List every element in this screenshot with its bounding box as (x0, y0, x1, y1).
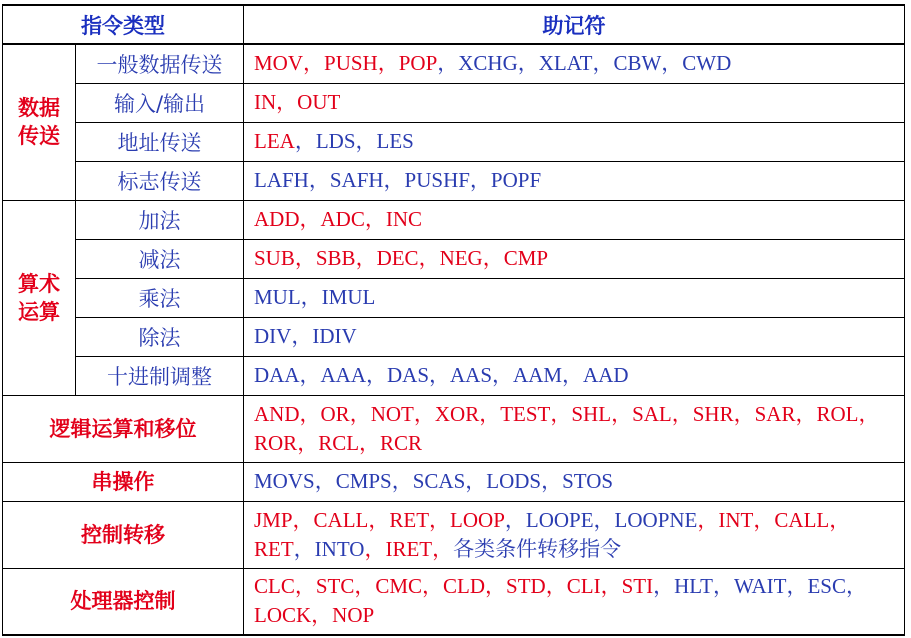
separator: ， (359, 430, 381, 455)
separator: ， (422, 574, 444, 599)
separator: ， (300, 285, 322, 309)
separator: ， (432, 536, 454, 561)
mnemonic: SHR (692, 401, 734, 426)
mnemonic: LOCK (254, 603, 312, 628)
mnemonic: LOOPNE (614, 507, 698, 532)
mnemonic: CBW (613, 51, 662, 76)
mnemonic: ADC (320, 207, 365, 231)
mnemonic: RCL (318, 430, 360, 455)
mnemonic: CWD (682, 51, 732, 76)
subtype-cell: 输入/输出 (76, 83, 244, 122)
separator: ， (479, 401, 501, 426)
separator: ， (299, 207, 321, 231)
mnemonic: DEC (376, 246, 419, 270)
mnemonic: CLC (254, 574, 295, 599)
separator: ， (795, 401, 817, 426)
separator: ， (354, 574, 376, 599)
separator: ， (858, 401, 880, 426)
separator: ， (299, 401, 321, 426)
separator: ， (671, 401, 693, 426)
mnemonic-cell (244, 161, 905, 200)
mnemonic: SBB (315, 246, 356, 270)
mnemonic: DIV (254, 324, 292, 348)
separator: ， (437, 51, 459, 76)
mnemonic-cell (244, 395, 905, 462)
separator: ， (364, 536, 386, 561)
category-string: 串操作 (3, 462, 244, 501)
table-row (3, 83, 905, 122)
separator: ， (308, 168, 330, 192)
mnemonic-cell (244, 501, 905, 568)
separator: ， (429, 507, 451, 532)
separator: ， (292, 507, 314, 532)
mnemonic: LAFH (254, 168, 309, 192)
mnemonic-cell (244, 568, 905, 635)
category-label: 数据传送 (18, 96, 60, 149)
mnemonic: CMPS (335, 469, 392, 493)
mnemonic: LEA (254, 129, 295, 153)
mnemonic: CMP (503, 246, 549, 270)
mnemonic: SUB (254, 246, 295, 270)
mnemonic: LOOP (450, 507, 505, 532)
separator: ， (733, 401, 755, 426)
instruction-table (2, 4, 905, 636)
mnemonic: AAS (450, 363, 493, 387)
mnemonic: NEG (439, 246, 483, 270)
mnemonic-cell (244, 317, 905, 356)
separator: ， (297, 430, 319, 455)
category-label: 算术运算 (18, 271, 60, 324)
mnemonic: INC (385, 207, 423, 231)
separator: ， (383, 168, 405, 192)
separator: ， (276, 90, 298, 114)
separator: ， (368, 507, 390, 532)
separator: ， (465, 469, 487, 493)
separator: ， (593, 507, 615, 532)
subtype-cell: 减法 (76, 239, 244, 278)
separator: ， (391, 469, 413, 493)
category-arithmetic (3, 200, 76, 395)
table-row (3, 568, 905, 635)
separator: ， (697, 507, 719, 532)
mnemonic: OUT (297, 90, 341, 114)
separator: ， (299, 363, 321, 387)
separator: ， (418, 246, 440, 270)
mnemonic: HLT (674, 574, 713, 599)
separator: ， (294, 246, 316, 270)
mnemonic-cell (244, 122, 905, 161)
mnemonic: XLAT (538, 51, 593, 76)
mnemonic: SAR (754, 401, 796, 426)
table-row (3, 239, 905, 278)
mnemonic: MUL (254, 285, 301, 309)
mnemonic: SHL (571, 401, 612, 426)
mnemonic: PUSH (324, 51, 378, 76)
separator: ， (355, 246, 377, 270)
separator: ， (294, 129, 316, 153)
mnemonic-cell (244, 200, 905, 239)
separator: ， (413, 401, 435, 426)
separator: ， (712, 574, 734, 599)
mnemonic: WAIT (733, 574, 787, 599)
table-row (3, 395, 905, 462)
mnemonic-cell (244, 462, 905, 501)
table-row (3, 200, 905, 239)
table-row (3, 161, 905, 200)
header-type: 指令类型 (3, 5, 244, 44)
separator: ， (541, 469, 563, 493)
mnemonic-cell (244, 83, 905, 122)
mnemonic: SAFH (329, 168, 384, 192)
separator: ， (517, 51, 539, 76)
separator: ， (829, 507, 851, 532)
mnemonic: ADD (254, 207, 300, 231)
table-row (3, 44, 905, 83)
mnemonic: STC (315, 574, 355, 599)
mnemonic: ESC (807, 574, 846, 599)
mnemonic: AND (254, 401, 300, 426)
separator: ， (492, 363, 514, 387)
mnemonic: IMUL (321, 285, 376, 309)
mnemonic: CLI (566, 574, 601, 599)
mnemonic: IN (254, 90, 277, 114)
mnemonic: POP (398, 51, 438, 76)
separator: ， (294, 574, 316, 599)
mnemonic-cell (244, 44, 905, 83)
subtype-cell: 一般数据传送 (76, 44, 244, 83)
separator: ， (311, 603, 333, 628)
mnemonic: LOOPE (525, 507, 594, 532)
mnemonic: STOS (562, 469, 614, 493)
mnemonic: JMP (254, 507, 293, 532)
mnemonic: ROL (816, 401, 859, 426)
mnemonic: DAS (387, 363, 430, 387)
mnemonic: OR (320, 401, 350, 426)
separator: ， (349, 401, 371, 426)
mnemonic: 各类条件转移指令 (453, 536, 622, 561)
subtype-cell: 十进制调整 (76, 356, 244, 395)
mnemonic: MOV (254, 51, 304, 76)
mnemonic: SCAS (412, 469, 466, 493)
mnemonic: RET (389, 507, 430, 532)
mnemonic: STD (506, 574, 546, 599)
mnemonic: DAA (254, 363, 300, 387)
separator: ， (550, 401, 572, 426)
header-row (3, 5, 905, 44)
separator: ， (504, 507, 526, 532)
mnemonic: NOT (370, 401, 414, 426)
separator: ， (429, 363, 451, 387)
mnemonic: ROR (254, 430, 298, 455)
separator: ， (592, 51, 614, 76)
mnemonic: RCR (380, 430, 423, 455)
subtype-cell: 除法 (76, 317, 244, 356)
mnemonic: AAM (513, 363, 563, 387)
mnemonic: POPF (490, 168, 542, 192)
separator: ， (291, 324, 313, 348)
category-control-transfer: 控制转移 (3, 501, 244, 568)
mnemonic: CALL (313, 507, 369, 532)
separator: ， (293, 536, 315, 561)
separator: ， (611, 401, 633, 426)
mnemonic: PUSHF (404, 168, 470, 192)
separator: ， (366, 363, 387, 387)
separator: ， (845, 574, 867, 599)
table-row (3, 317, 905, 356)
mnemonic-cell (244, 239, 905, 278)
category-logic-shift: 逻辑运算和移位 (3, 395, 244, 462)
separator: ， (485, 574, 507, 599)
mnemonic: XOR (434, 401, 480, 426)
separator: ， (661, 51, 683, 76)
mnemonic: TEST (500, 401, 551, 426)
mnemonic: AAD (583, 363, 629, 387)
table-row (3, 462, 905, 501)
mnemonic: LDS (315, 129, 356, 153)
mnemonic: NOP (332, 603, 375, 628)
mnemonic-cell (244, 356, 905, 395)
separator: ， (753, 507, 775, 532)
mnemonic: LES (376, 129, 414, 153)
mnemonic: AAA (320, 363, 366, 387)
mnemonic: INTO (314, 536, 365, 561)
separator: ， (377, 51, 399, 76)
separator: ， (469, 168, 491, 192)
separator: ， (653, 574, 675, 599)
mnemonic: IRET (385, 536, 433, 561)
subtype-cell: 乘法 (76, 278, 244, 317)
separator: ， (786, 574, 808, 599)
separator: ， (562, 363, 584, 387)
separator: ， (314, 469, 336, 493)
separator: ， (545, 574, 567, 599)
mnemonic: INT (718, 507, 754, 532)
mnemonic: STI (621, 574, 654, 599)
mnemonic: CALL (774, 507, 830, 532)
subtype-cell: 标志传送 (76, 161, 244, 200)
mnemonic: CLD (443, 574, 486, 599)
separator: ， (482, 246, 504, 270)
mnemonic: CMC (375, 574, 423, 599)
category-data-transfer (3, 44, 76, 200)
mnemonic: MOVS (254, 469, 315, 493)
separator: ， (364, 207, 386, 231)
separator: ， (303, 51, 325, 76)
table-row (3, 356, 905, 395)
mnemonic: XCHG (458, 51, 518, 76)
header-mnemonic: 助记符 (244, 5, 905, 44)
mnemonic: RET (254, 536, 294, 561)
separator: ， (355, 129, 377, 153)
mnemonic-cell (244, 278, 905, 317)
category-processor-control: 处理器控制 (3, 568, 244, 635)
separator: ， (600, 574, 622, 599)
table-row (3, 501, 905, 568)
subtype-cell: 地址传送 (76, 122, 244, 161)
table-row (3, 278, 905, 317)
subtype-cell: 加法 (76, 200, 244, 239)
mnemonic: LODS (486, 469, 542, 493)
mnemonic: IDIV (312, 324, 357, 348)
table-row (3, 122, 905, 161)
mnemonic: SAL (632, 401, 672, 426)
